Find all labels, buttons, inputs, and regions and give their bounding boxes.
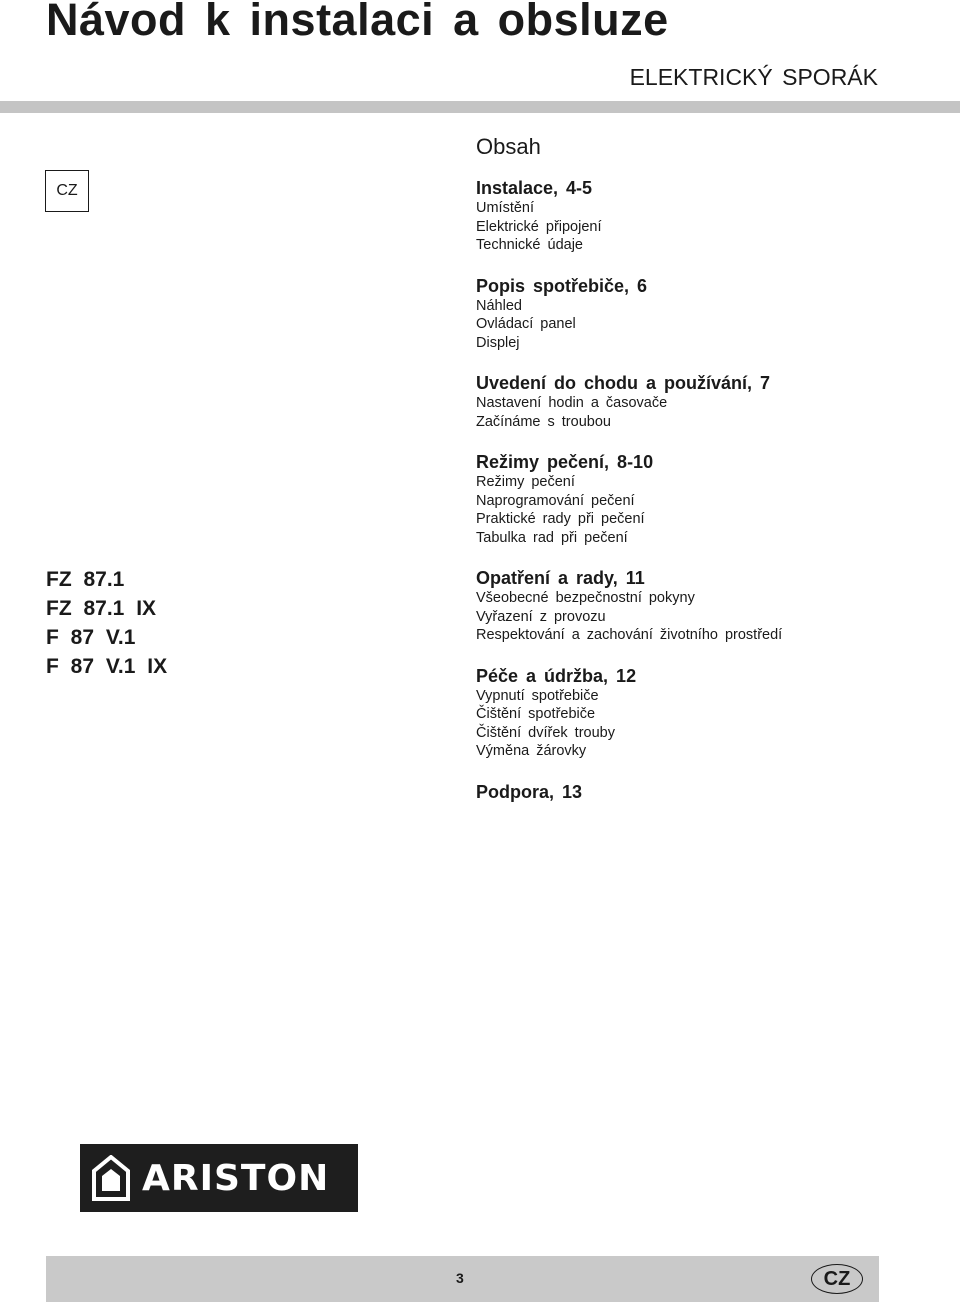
page-footer: [46, 1256, 879, 1302]
toc-section-title: Opatření a rady, 11: [476, 568, 645, 588]
header-rule: [0, 101, 960, 113]
toc-section-title: Podpora, 13: [476, 781, 583, 802]
toc-section-title: Popis spotřebiče, 6: [476, 275, 648, 296]
ariston-logo: [80, 1144, 358, 1212]
toc-item: Vypnutí spotřebiče: [476, 687, 599, 704]
toc-section-title: Režimy pečení, 8-10: [476, 452, 654, 472]
toc-section-support: [476, 781, 916, 803]
model-item: F 87 V.1 IX: [46, 655, 168, 678]
toc-item: Vyřazení z provozu: [476, 608, 606, 625]
toc-item: Elektrické připojení: [476, 218, 602, 235]
toc-item: Nastavení hodin a časovače: [476, 395, 668, 411]
toc-section-description: [476, 275, 916, 353]
toc-section-installation: [476, 177, 916, 255]
toc-item: Umístění: [476, 200, 535, 216]
toc-item: Všeobecné bezpečnostní pokyny: [476, 590, 695, 606]
footer-language-badge: CZ: [811, 1264, 863, 1294]
toc-item: Výměna žárovky: [476, 743, 587, 759]
toc-section-title: Instalace, 4-5: [476, 178, 593, 198]
toc-item: Režimy pečení: [476, 474, 575, 490]
toc-item: Technické údaje: [476, 237, 583, 253]
logo-wordmark: ARISTON: [142, 1157, 330, 1199]
page-number: 3: [456, 1270, 464, 1286]
model-item: F 87 V.1: [46, 626, 136, 649]
toc-item: Ovládací panel: [476, 316, 576, 332]
toc-item: Čištění spotřebiče: [476, 706, 596, 722]
toc-item: Praktické rady při pečení: [476, 511, 645, 527]
toc-item: Náhled: [476, 297, 522, 314]
model-list: [46, 565, 167, 681]
toc-item: Naprogramování pečení: [476, 492, 635, 509]
toc-section-startup: [476, 372, 916, 431]
toc-section-baking-modes: [476, 451, 916, 547]
toc-section-title: Uvedení do chodu a používání, 7: [476, 373, 771, 393]
toc-item: Tabulka rad při pečení: [476, 529, 628, 546]
toc-item: Čištění dvířek trouby: [476, 724, 615, 741]
document-subtitle: ELEKTRICKÝ SPORÁK: [629, 64, 878, 90]
toc-item: Začínáme s troubou: [476, 413, 611, 430]
document-title: Návod k instalaci a obsluze: [46, 0, 669, 45]
model-item: FZ 87.1 IX: [46, 597, 157, 620]
toc-heading: Obsah: [476, 134, 541, 159]
toc-section-precautions: [476, 567, 916, 645]
model-item: FZ 87.1: [46, 568, 125, 591]
toc-item: Displej: [476, 334, 520, 351]
toc-section-title: Péče a údržba, 12: [476, 665, 637, 686]
table-of-contents: [476, 133, 916, 823]
toc-item: Respektování a zachování životního prostředí: [476, 627, 783, 643]
language-badge: CZ: [45, 170, 89, 212]
house-icon: [92, 1155, 130, 1201]
toc-section-maintenance: [476, 665, 916, 761]
